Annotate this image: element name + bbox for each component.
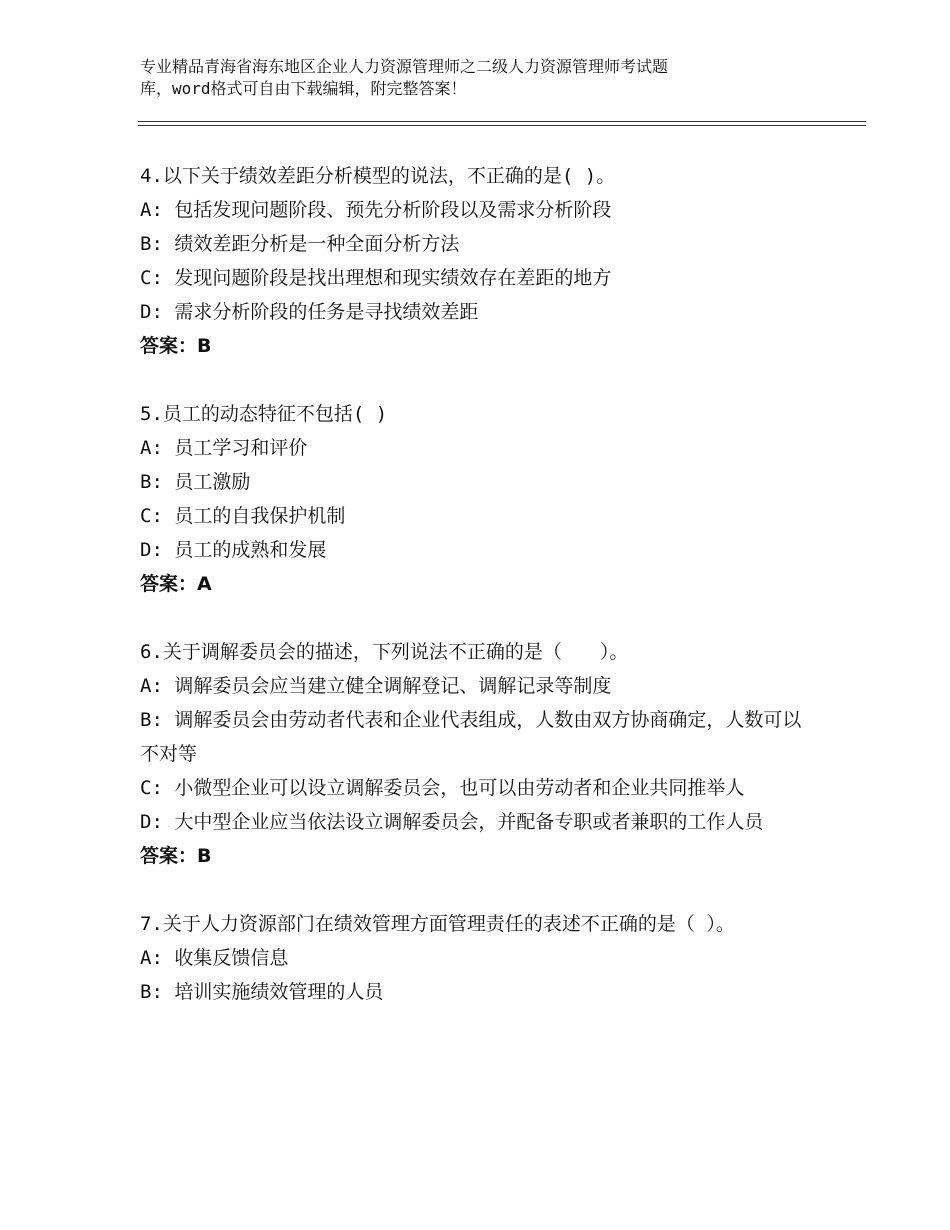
option-c: C: 员工的自我保护机制 [140,505,346,527]
question-stem: 4.以下关于绩效差距分析模型的说法，不正确的是( )。 [140,165,616,187]
answer-label: 答案：B [140,335,212,357]
question-7 [140,907,820,1009]
question-stem: 6.关于调解委员会的描述，下列说法不正确的是（ ）。 [140,641,629,663]
option-a: A: 收集反馈信息 [140,947,289,969]
option-a: A: 调解委员会应当建立健全调解登记、调解记录等制度 [140,675,612,697]
document-header [140,56,840,100]
question-list [140,159,820,1043]
question-stem: 7.关于人力资源部门在绩效管理方面管理责任的表述不正确的是（ ）。 [140,913,735,935]
option-d: D: 员工的成熟和发展 [140,539,327,561]
option-a: A: 包括发现问题阶段、预先分析阶段以及需求分析阶段 [140,199,612,221]
option-d: D: 需求分析阶段的任务是寻找绩效差距 [140,301,479,323]
option-c: C: 发现问题阶段是找出理想和现实绩效存在差距的地方 [140,267,612,289]
option-d: D: 大中型企业应当依法设立调解委员会，并配备专职或者兼职的工作人员 [140,811,764,833]
option-b: B: 绩效差距分析是一种全面分析方法 [140,233,460,255]
header-divider [138,121,866,126]
option-b: B: 员工激励 [140,471,251,493]
question-4 [140,159,820,363]
header-title-line-2: 库，word格式可自由下载编辑，附完整答案！ [140,79,467,98]
option-b: B: 调解委员会由劳动者代表和企业代表组成，人数由双方协商确定，人数可以不对等 [140,709,802,765]
header-title-line-1: 专业精品青海省海东地区企业人力资源管理师之二级人力资源管理师考试题 [140,57,669,76]
question-stem: 5.员工的动态特征不包括( ) [140,403,388,425]
option-b: B: 培训实施绩效管理的人员 [140,981,384,1003]
option-a: A: 员工学习和评价 [140,437,308,459]
question-6 [140,635,820,873]
answer-label: 答案：A [140,573,212,595]
question-5 [140,397,820,601]
answer-label: 答案：B [140,845,212,867]
option-c: C: 小微型企业可以设立调解委员会，也可以由劳动者和企业共同推举人 [140,777,745,799]
